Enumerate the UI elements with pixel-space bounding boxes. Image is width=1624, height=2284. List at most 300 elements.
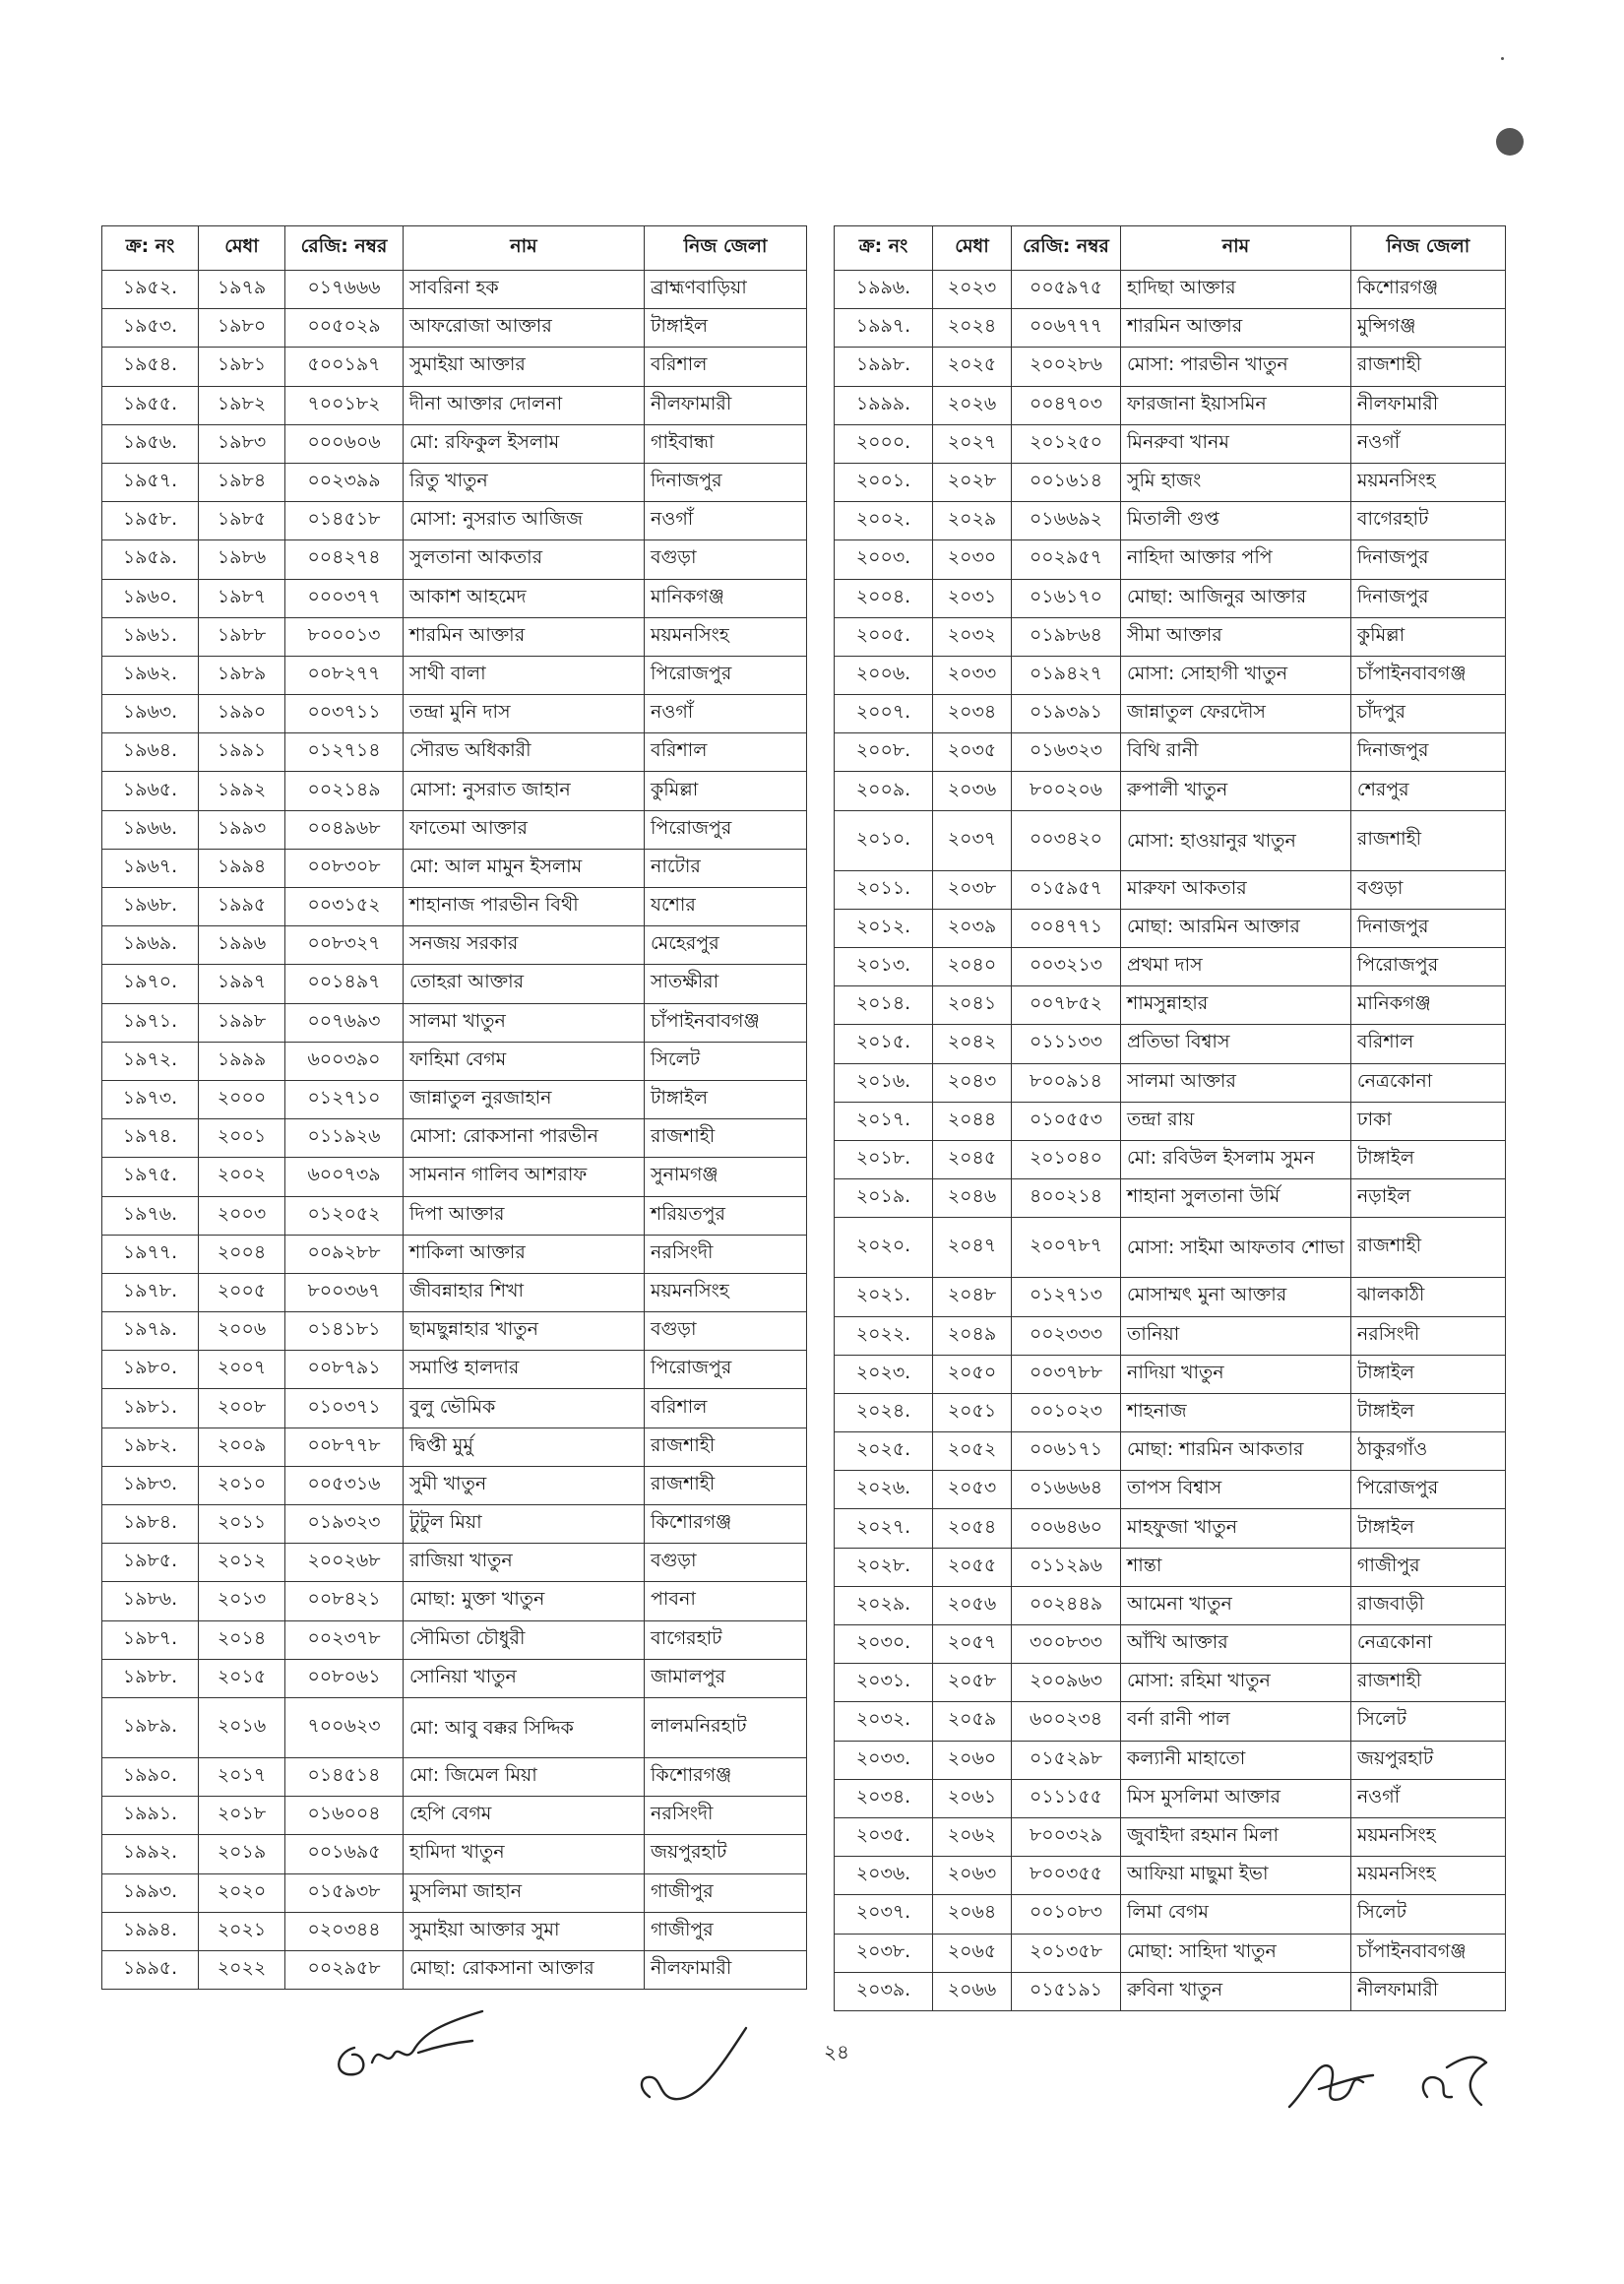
district-cell: বরিশাল	[645, 1389, 807, 1428]
reg-number-cell: ০০৪২৭৪	[285, 540, 404, 579]
serial-cell: ২০২৩.	[835, 1355, 933, 1393]
name-cell: দিপা আক্তার	[404, 1196, 645, 1235]
serial-cell: ১৯৫৭.	[102, 463, 199, 501]
reg-number-cell: ২০০৯৬৩	[1012, 1664, 1121, 1702]
reg-number-cell: ০০৮৭৯১	[285, 1351, 404, 1389]
table-row	[102, 1389, 807, 1428]
signature-right	[1280, 2028, 1496, 2126]
merit-cell: ২০৪০	[933, 948, 1012, 986]
district-cell: সিলেট	[1350, 1895, 1505, 1934]
reg-number-cell: ০১১৯২৬	[285, 1119, 404, 1158]
name-cell: শারমিন আক্তার	[1121, 309, 1351, 348]
district-cell: পিরোজপুর	[1350, 948, 1505, 986]
reg-number-cell: ০১২৭১৩	[1012, 1278, 1121, 1316]
name-cell: মোসা: রোকসানা পারভীন	[404, 1119, 645, 1158]
serial-cell: ২০১৯.	[835, 1179, 933, 1218]
merit-cell: ২০০৮	[199, 1389, 285, 1428]
table-row	[102, 1950, 807, 1989]
signature-left-2	[630, 2018, 758, 2117]
merit-cell: ১৯৮৩	[199, 424, 285, 463]
name-cell: তাপস বিশ্বাস	[1121, 1471, 1351, 1509]
district-cell: ঠাকুরগাঁও	[1350, 1432, 1505, 1471]
district-cell: জামালপুর	[645, 1659, 807, 1697]
district-cell: টাঙ্গাইল	[1350, 1140, 1505, 1178]
reg-number-cell: ০০৮৭৭৮	[285, 1428, 404, 1466]
reg-number-cell: ০১২৭১৪	[285, 733, 404, 772]
district-cell: মেহেরপুর	[645, 926, 807, 965]
name-cell: মোছা: সাহিদা খাতুন	[1121, 1934, 1351, 1972]
reg-number-cell: ০১৭৬৬৬	[285, 271, 404, 309]
merit-cell: ২০৫৬	[933, 1586, 1012, 1624]
serial-cell: ২০৩০.	[835, 1625, 933, 1664]
district-cell: টাঙ্গাইল	[1350, 1509, 1505, 1548]
serial-cell: ১৯৬৬.	[102, 810, 199, 849]
district-cell: পিরোজপুর	[645, 656, 807, 694]
merit-cell: ২০১০	[199, 1466, 285, 1504]
merit-cell: ১৯৮২	[199, 386, 285, 424]
serial-cell: ১৯৫৬.	[102, 424, 199, 463]
table-row	[102, 1835, 807, 1873]
table-row	[102, 540, 807, 579]
table-row	[102, 1912, 807, 1950]
serial-cell: ২০২৮.	[835, 1548, 933, 1586]
reg-number-cell: ০১৯৪২৭	[1012, 656, 1121, 694]
table-row	[835, 1063, 1506, 1102]
header-serial: ক্র: নং	[835, 226, 933, 271]
serial-cell: ২০২৬.	[835, 1471, 933, 1509]
serial-cell: ২০৩১.	[835, 1664, 933, 1702]
merit-cell: ১৯৯১	[199, 733, 285, 772]
reg-number-cell: ০১৪৫১৮	[285, 502, 404, 540]
merit-cell: ১৯৯২	[199, 772, 285, 810]
merit-cell: ২০৪২	[933, 1025, 1012, 1063]
serial-cell: ২০১৭.	[835, 1102, 933, 1140]
reg-number-cell: ০১৫৯৫৭	[1012, 870, 1121, 909]
district-cell: চাঁপাইনবাবগঞ্জ	[1350, 656, 1505, 694]
table-row	[102, 1505, 807, 1544]
serial-cell: ২০০৪.	[835, 579, 933, 617]
name-cell: সীমা আক্তার	[1121, 617, 1351, 656]
district-cell: ঝালকাঠী	[1350, 1278, 1505, 1316]
reg-number-cell: ০০১০৮৩	[1012, 1895, 1121, 1934]
header-merit: মেধা	[933, 226, 1012, 271]
district-cell: ময়মনসিংহ	[645, 1273, 807, 1311]
name-cell: মোসা: পারভীন খাতুন	[1121, 348, 1351, 386]
district-cell: লালমনিরহাট	[645, 1697, 807, 1757]
name-cell: ফাহিমা বেগম	[404, 1042, 645, 1080]
table-row	[102, 1080, 807, 1118]
name-cell: মোছা: আজিনুর আক্তার	[1121, 579, 1351, 617]
name-cell: মুসলিমা জাহান	[404, 1873, 645, 1912]
reg-number-cell: ০০৩২১৩	[1012, 948, 1121, 986]
name-cell: সাথী বালা	[404, 656, 645, 694]
reg-number-cell: ০১১১৩৩	[1012, 1025, 1121, 1063]
table-row	[835, 733, 1506, 772]
merit-list-table-right	[834, 225, 1506, 2011]
district-cell: নড়াইল	[1350, 1179, 1505, 1218]
merit-cell: ২০৪৮	[933, 1278, 1012, 1316]
table-row	[835, 540, 1506, 579]
serial-cell: ১৯৫৩.	[102, 309, 199, 348]
serial-cell: ১৯৯২.	[102, 1835, 199, 1873]
district-cell: রাজশাহী	[1350, 810, 1505, 870]
merit-cell: ১৯৮৫	[199, 502, 285, 540]
merit-cell: ২০০৫	[199, 1273, 285, 1311]
name-cell: আফিয়া মাছুমা ইভা	[1121, 1857, 1351, 1895]
merit-cell: ১৯৯৮	[199, 1003, 285, 1042]
header-merit: মেধা	[199, 226, 285, 271]
name-cell: জুবাইদা রহমান মিলা	[1121, 1817, 1351, 1856]
name-cell: দ্বিপ্তী মুর্মু	[404, 1428, 645, 1466]
district-cell: পাবনা	[645, 1582, 807, 1620]
name-cell: সাবরিনা হক	[404, 271, 645, 309]
serial-cell: ২০৩৪.	[835, 1779, 933, 1817]
serial-cell: ১৯৯১.	[102, 1797, 199, 1835]
table-row	[102, 926, 807, 965]
merit-cell: ২০৬০	[933, 1741, 1012, 1779]
name-cell: মোসা: সাইমা আফতাব শোভা	[1121, 1218, 1351, 1278]
merit-cell: ২০৫৭	[933, 1625, 1012, 1664]
reg-number-cell: ৪০০২১৪	[1012, 1179, 1121, 1218]
reg-number-cell: ৬০০৩৯০	[285, 1042, 404, 1080]
serial-cell: ১৯৯৪.	[102, 1912, 199, 1950]
district-cell: ময়মনসিংহ	[1350, 1817, 1505, 1856]
table-row	[835, 1586, 1506, 1624]
name-cell: মিস মুসলিমা আক্তার	[1121, 1779, 1351, 1817]
reg-number-cell: ০০৬৭৭৭	[1012, 309, 1121, 348]
district-cell: রাজশাহী	[1350, 348, 1505, 386]
merit-cell: ২০৫৮	[933, 1664, 1012, 1702]
reg-number-cell: ০০৫০২৯	[285, 309, 404, 348]
merit-cell: ২০১৬	[199, 1697, 285, 1757]
page-number: ২৪	[824, 2040, 849, 2063]
district-cell: নরসিংদী	[645, 1235, 807, 1273]
reg-number-cell: ০০২৯৫৭	[1012, 540, 1121, 579]
name-cell: আমেনা খাতুন	[1121, 1586, 1351, 1624]
name-cell: মোসা: নুসরাত জাহান	[404, 772, 645, 810]
merit-cell: ২০৬২	[933, 1817, 1012, 1856]
district-cell: টাঙ্গাইল	[1350, 1393, 1505, 1431]
district-cell: নওগাঁ	[1350, 424, 1505, 463]
district-cell: বগুড়া	[645, 540, 807, 579]
merit-cell: ২০২৮	[933, 463, 1012, 501]
merit-cell: ১৯৯৪	[199, 849, 285, 887]
reg-number-cell: ০০০৬০৬	[285, 424, 404, 463]
reg-number-cell: ০০২১৪৯	[285, 772, 404, 810]
table-body-left	[102, 271, 807, 1990]
serial-cell: ২০২১.	[835, 1278, 933, 1316]
table-body-right	[835, 271, 1506, 2011]
name-cell: ছামছুন্নাহার খাতুন	[404, 1312, 645, 1351]
scan-dust	[1501, 57, 1504, 60]
district-cell: নীলফামারী	[645, 386, 807, 424]
merit-cell: ১৯৯৩	[199, 810, 285, 849]
name-cell: মো: রবিউল ইসলাম সুমন	[1121, 1140, 1351, 1178]
district-cell: দিনাজপুর	[645, 463, 807, 501]
merit-cell: ১৯৮৭	[199, 579, 285, 617]
district-cell: রাজশাহী	[1350, 1664, 1505, 1702]
name-cell: তন্দ্রা রায়	[1121, 1102, 1351, 1140]
reg-number-cell: ০১৫৯৩৮	[285, 1873, 404, 1912]
name-cell: মোসা: সোহাগী খাতুন	[1121, 656, 1351, 694]
district-cell: নেত্রকোনা	[1350, 1625, 1505, 1664]
reg-number-cell: ৩০০৮৩৩	[1012, 1625, 1121, 1664]
table-row	[835, 1355, 1506, 1393]
merit-cell: ২০১৫	[199, 1659, 285, 1697]
serial-cell: ১৯৫৯.	[102, 540, 199, 579]
reg-number-cell: ০১০৫৫৩	[1012, 1102, 1121, 1140]
merit-cell: ২০৩১	[933, 579, 1012, 617]
serial-cell: ২০০০.	[835, 424, 933, 463]
name-cell: সৌরভ অধিকারী	[404, 733, 645, 772]
table-row	[102, 1351, 807, 1389]
name-cell: হামিদা খাতুন	[404, 1835, 645, 1873]
reg-number-cell: ০১২৭১০	[285, 1080, 404, 1118]
merit-cell: ১৯৮০	[199, 309, 285, 348]
serial-cell: ১৯৫৪.	[102, 348, 199, 386]
table-row	[835, 424, 1506, 463]
reg-number-cell: ০০৮৪২১	[285, 1582, 404, 1620]
reg-number-cell: ০১৬১৭০	[1012, 579, 1121, 617]
serial-cell: ২০৩৬.	[835, 1857, 933, 1895]
reg-number-cell: ০১৫২৯৮	[1012, 1741, 1121, 1779]
reg-number-cell: ৫০০১৯৭	[285, 348, 404, 386]
district-cell: যশোর	[645, 888, 807, 926]
name-cell: জীবন্নাহার শিখা	[404, 1273, 645, 1311]
merit-cell: ২০০৭	[199, 1351, 285, 1389]
table-row	[102, 733, 807, 772]
table-row	[835, 656, 1506, 694]
name-cell: সুমি হাজং	[1121, 463, 1351, 501]
name-cell: মোসা: হাওয়ানুর খাতুন	[1121, 810, 1351, 870]
merit-cell: ২০৩৫	[933, 733, 1012, 772]
district-cell: নীলফামারী	[1350, 1972, 1505, 2010]
table-row	[102, 579, 807, 617]
district-cell: পিরোজপুর	[645, 810, 807, 849]
reg-number-cell: ০০৩৪২০	[1012, 810, 1121, 870]
name-cell: হেপি বেগম	[404, 1797, 645, 1835]
name-cell: বিথি রানী	[1121, 733, 1351, 772]
reg-number-cell: ০১৬৩২৩	[1012, 733, 1121, 772]
table-row	[835, 1316, 1506, 1355]
serial-cell: ১৯৯৩.	[102, 1873, 199, 1912]
district-cell: সিলেট	[1350, 1702, 1505, 1741]
table-row	[835, 271, 1506, 309]
serial-cell: ১৯৮০.	[102, 1351, 199, 1389]
reg-number-cell: ০১৫১৯১	[1012, 1972, 1121, 2010]
table-row	[102, 1158, 807, 1196]
serial-cell: ২০৩৩.	[835, 1741, 933, 1779]
reg-number-cell: ২০১৩৫৮	[1012, 1934, 1121, 1972]
name-cell: শাহানাজ পারভীন বিথী	[404, 888, 645, 926]
name-cell: মাহফুজা খাতুন	[1121, 1509, 1351, 1548]
serial-cell: ১৯৭৯.	[102, 1312, 199, 1351]
table-row	[102, 271, 807, 309]
district-cell: টাঙ্গাইল	[645, 1080, 807, 1118]
table-row	[835, 695, 1506, 733]
reg-number-cell: ০০৮৩২৭	[285, 926, 404, 965]
district-cell: বাগেরহাট	[1350, 502, 1505, 540]
table-row	[835, 348, 1506, 386]
name-cell: মিনরুবা খানম	[1121, 424, 1351, 463]
merit-cell: ২০১২	[199, 1544, 285, 1582]
serial-cell: ১৯৮৩.	[102, 1466, 199, 1504]
reg-number-cell: ০০৬৪৬০	[1012, 1509, 1121, 1548]
table-header-row	[102, 226, 807, 271]
merit-cell: ১৯৭৯	[199, 271, 285, 309]
reg-number-cell: ০০১৬৯৫	[285, 1835, 404, 1873]
table-row	[835, 1702, 1506, 1741]
district-cell: রাজশাহী	[645, 1119, 807, 1158]
signature-left-1	[325, 1994, 512, 2092]
serial-cell: ১৯৯৭.	[835, 309, 933, 348]
name-cell: সুমাইয়া আক্তার সুমা	[404, 1912, 645, 1950]
table-row	[835, 1817, 1506, 1856]
table-row	[835, 1218, 1506, 1278]
table-row	[835, 386, 1506, 424]
district-cell: সিলেট	[645, 1042, 807, 1080]
table-row	[835, 1857, 1506, 1895]
name-cell: ফারজানা ইয়াসমিন	[1121, 386, 1351, 424]
reg-number-cell: ০০৩৭১১	[285, 695, 404, 733]
serial-cell: ২০১৪.	[835, 986, 933, 1025]
reg-number-cell: ০০৯২৮৮	[285, 1235, 404, 1273]
merit-cell: ২০৫১	[933, 1393, 1012, 1431]
table-row	[102, 617, 807, 656]
table-row	[102, 1235, 807, 1273]
serial-cell: ১৯৭২.	[102, 1042, 199, 1080]
name-cell: বর্না রানী পাল	[1121, 1702, 1351, 1741]
district-cell: দিনাজপুর	[1350, 909, 1505, 947]
merit-cell: ২০১৪	[199, 1620, 285, 1659]
serial-cell: ২০৩৮.	[835, 1934, 933, 1972]
reg-number-cell: ৭০০১৮২	[285, 386, 404, 424]
name-cell: মোসাম্মৎ মুনা আক্তার	[1121, 1278, 1351, 1316]
reg-number-cell: ০২০৩৪৪	[285, 1912, 404, 1950]
district-cell: সাতক্ষীরা	[645, 965, 807, 1003]
header-serial: ক্র: নং	[102, 226, 199, 271]
name-cell: সনজয় সরকার	[404, 926, 645, 965]
district-cell: শরিয়তপুর	[645, 1196, 807, 1235]
serial-cell: ২০১১.	[835, 870, 933, 909]
table-row	[102, 1196, 807, 1235]
name-cell: শাহানা সুলতানা উর্মি	[1121, 1179, 1351, 1218]
merit-list-table-left	[101, 225, 807, 1990]
serial-cell: ২০০২.	[835, 502, 933, 540]
serial-cell: ১৯৭০.	[102, 965, 199, 1003]
merit-cell: ১৯৯০	[199, 695, 285, 733]
header-reg-number: রেজি: নম্বর	[1012, 226, 1121, 271]
district-cell: নওগাঁ	[645, 502, 807, 540]
merit-cell: ১৯৮৬	[199, 540, 285, 579]
merit-cell: ২০২২	[199, 1950, 285, 1989]
serial-cell: ২০২৫.	[835, 1432, 933, 1471]
reg-number-cell: ৮০০৩২৯	[1012, 1817, 1121, 1856]
name-cell: লিমা বেগম	[1121, 1895, 1351, 1934]
name-cell: রুপালী খাতুন	[1121, 772, 1351, 810]
district-cell: দিনাজপুর	[1350, 540, 1505, 579]
serial-cell: ২০১০.	[835, 810, 933, 870]
district-cell: দিনাজপুর	[1350, 579, 1505, 617]
merit-cell: ২০২৬	[933, 386, 1012, 424]
table-row	[102, 309, 807, 348]
district-cell: পিরোজপুর	[645, 1351, 807, 1389]
merit-cell: ২০৩৩	[933, 656, 1012, 694]
table-row	[835, 948, 1506, 986]
merit-cell: ২০০২	[199, 1158, 285, 1196]
name-cell: শান্তা	[1121, 1548, 1351, 1586]
serial-cell: ১৯৮৮.	[102, 1659, 199, 1697]
merit-cell: ১৯৯৯	[199, 1042, 285, 1080]
reg-number-cell: ০১৬৬৯২	[1012, 502, 1121, 540]
name-cell: জান্নাতুল নুরজাহান	[404, 1080, 645, 1118]
table-row	[835, 1432, 1506, 1471]
reg-number-cell: ০০১৬১৪	[1012, 463, 1121, 501]
serial-cell: ১৯৮১.	[102, 1389, 199, 1428]
table-row	[102, 695, 807, 733]
serial-cell: ১৯৬৩.	[102, 695, 199, 733]
serial-cell: ২০৩৫.	[835, 1817, 933, 1856]
merit-cell: ২০২৪	[933, 309, 1012, 348]
name-cell: সৌমিতা চৌধুরী	[404, 1620, 645, 1659]
table-row	[102, 1428, 807, 1466]
name-cell: মোছা: রোকসানা আক্তার	[404, 1950, 645, 1989]
name-cell: প্রতিভা বিশ্বাস	[1121, 1025, 1351, 1063]
name-cell: জান্নাতুল ফেরদৌস	[1121, 695, 1351, 733]
name-cell: আফরোজা আক্তার	[404, 309, 645, 348]
merit-cell: ২০৪৭	[933, 1218, 1012, 1278]
reg-number-cell: ০১৯৩৯১	[1012, 695, 1121, 733]
serial-cell: ১৯৬৭.	[102, 849, 199, 887]
table-row	[102, 1620, 807, 1659]
serial-cell: ১৯৮২.	[102, 1428, 199, 1466]
table-row	[835, 617, 1506, 656]
district-cell: ময়মনসিংহ	[1350, 1857, 1505, 1895]
name-cell: তন্দ্রা মুনি দাস	[404, 695, 645, 733]
serial-cell: ২০০১.	[835, 463, 933, 501]
district-cell: চাঁদপুর	[1350, 695, 1505, 733]
district-cell: পিরোজপুর	[1350, 1471, 1505, 1509]
district-cell: নীলফামারী	[645, 1950, 807, 1989]
district-cell: বরিশাল	[1350, 1025, 1505, 1063]
serial-cell: ২০০৭.	[835, 695, 933, 733]
serial-cell: ১৯৬২.	[102, 656, 199, 694]
name-cell: আঁখি আক্তার	[1121, 1625, 1351, 1664]
name-cell: শামসুন্নাহার	[1121, 986, 1351, 1025]
reg-number-cell: ০১৬৬৬৪	[1012, 1471, 1121, 1509]
serial-cell: ১৯৭৬.	[102, 1196, 199, 1235]
merit-cell: ২০৫০	[933, 1355, 1012, 1393]
reg-number-cell: ২০০২৬৮	[285, 1544, 404, 1582]
reg-number-cell: ০১৯৮৬৪	[1012, 617, 1121, 656]
table-row	[102, 849, 807, 887]
reg-number-cell: ০০৪৭৭১	[1012, 909, 1121, 947]
serial-cell: ১৯৫৫.	[102, 386, 199, 424]
table-row	[835, 309, 1506, 348]
reg-number-cell: ৮০০৯১৪	[1012, 1063, 1121, 1102]
table-row	[102, 1003, 807, 1042]
table-row	[835, 579, 1506, 617]
reg-number-cell: ০০৭৮৫২	[1012, 986, 1121, 1025]
header-reg-number: রেজি: নম্বর	[285, 226, 404, 271]
serial-cell: ১৯৬৯.	[102, 926, 199, 965]
table-row	[102, 810, 807, 849]
serial-cell: ১৯৬১.	[102, 617, 199, 656]
table-row	[835, 810, 1506, 870]
serial-cell: ১৯৭৫.	[102, 1158, 199, 1196]
reg-number-cell: ০০২৩৩৩	[1012, 1316, 1121, 1355]
district-cell: বগুড়া	[1350, 870, 1505, 909]
